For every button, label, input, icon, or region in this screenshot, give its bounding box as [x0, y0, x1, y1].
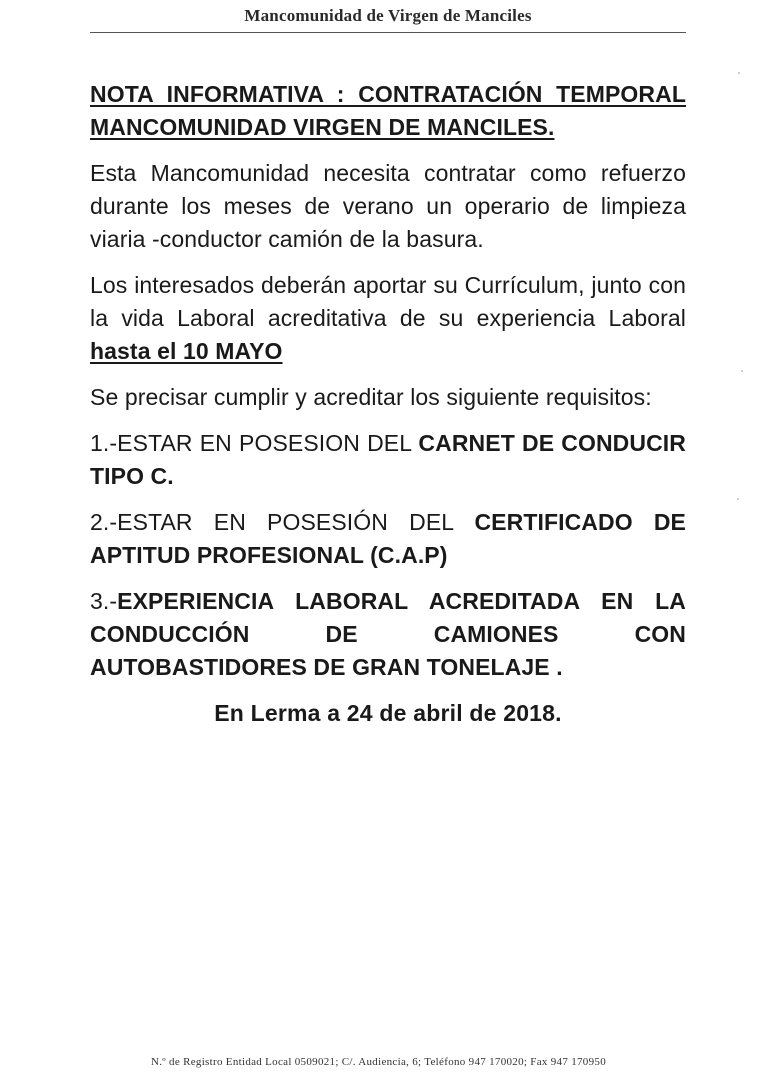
requirement-prefix: 1.-ESTAR EN POSESION DEL — [90, 430, 419, 456]
scan-speck — [741, 370, 743, 372]
requirement-item-3 — [90, 585, 686, 684]
paragraph-need: Esta Mancomunidad necesita contratar como refuerzo durante los meses de verano un operario de limpieza viaria -conductor camión de la basura. — [90, 160, 686, 252]
requirement-prefix: 3.- — [90, 588, 118, 614]
requirement-prefix: 2.-ESTAR EN POSESIÓN DEL — [90, 509, 475, 535]
application-deadline: hasta el 10 MAYO — [90, 338, 283, 364]
paragraph-application — [90, 269, 686, 368]
letterhead-organization: Mancomunidad de Virgen de Manciles — [244, 6, 532, 25]
paragraph-requirements-intro: Se precisar cumplir y acreditar los siguiente requisitos: — [90, 384, 652, 410]
requirement-bold: CERTIFICADO DE APTITUD PROFESIONAL (C.A.P) — [90, 509, 686, 568]
application-text: Los interesados deberán aportar su Currículum, junto con la vida Laboral acreditativa de su experiencia Laboral — [90, 272, 686, 331]
scan-speck — [737, 498, 739, 500]
requirement-item-2 — [90, 506, 686, 572]
document-title: NOTA INFORMATIVA : CONTRATACIÓN TEMPORAL MANCOMUNIDAD VIRGEN DE MANCILES. — [90, 81, 686, 140]
requirement-bold: CARNET DE CONDUCIR TIPO C. — [90, 430, 686, 489]
signature-line: En Lerma a 24 de abril de 2018. — [214, 700, 562, 726]
scan-speck — [738, 72, 740, 74]
header-divider — [90, 32, 686, 33]
requirement-item-1 — [90, 427, 686, 493]
requirement-bold: EXPERIENCIA LABORAL ACREDITADA EN LA CONDUCCIÓN DE CAMIONES CON AUTOBASTIDORES DE GRAN TONELAJE . — [90, 588, 686, 680]
document-body — [90, 78, 686, 730]
footer-contact: N.º de Registro Entidad Local 0509021; C/. Audiencia, 6; Teléfono 947 170020; Fax 947 170950 — [150, 1056, 606, 1068]
